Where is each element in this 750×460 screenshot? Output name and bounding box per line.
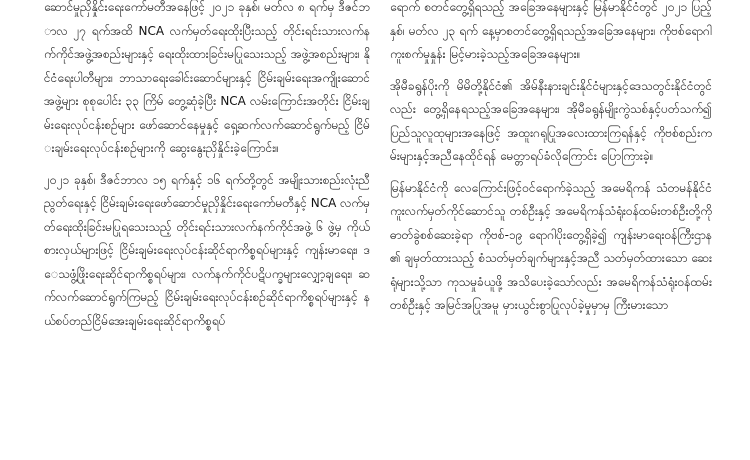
- paragraph-text: ရောက် စတင်တွေ့ရှိရသည့် အခြေအနေများနှင့် မြန်မာနိုင်ငံတွင် ၂၀၂၁ ပြည့်နှစ်၊ မတ်လ ၂၃ ရက် နေ့မှာစတင်တွေ့ရှိရသည့်အခြေအနေများ၊ ကိုဗစ်ရောဂါကူးစက်မှုနှုန်း မြင့်မားခဲ့သည့်အခြေအနေများ။: [390, 0, 712, 61]
- bullet-item-text: ၂၀၂၁ ခုနှစ်၊ ဒီဇင်ဘာလ ၁၅ ရက်နှင့် ၁၆ ရက်တို့တွင် အမျိုးသားစည်းလုံးညီညွတ်ရေးနှင့် ငြိမ်းချမ်းရေးဖော်ဆောင်မှုညှိနှိုင်းရေးကော်မတီနှင့် NCA လက်မှတ်ရေးထိုးခြင်းမပြုရသေးသည့် တိုင်းရင်းသားလက်နက်ကိုင်အဖွဲ့ ၆ ဖွဲ့မှ ကိုယ်စားလှယ်များဖြင့် ငြိမ်းချမ်းရေးလုပ်ငန်းဆိုင်ရာကိစ္စရပ်များနှင့် ကျန်းမာရေး၊ ဒေသဖွံ့ဖြိုးရေးဆိုင်ရာကိစ္စရပ်များ၊ လက်နက်ကိုင်ပဋိပက္ခများလျှော့ချရေး၊ ဆက်လက်ဆောင်ရွက်ကြမည့် ငြိမ်းချမ်းရေးလုပ်ငန်းစဉ်ဆိုင်ရာကိစ္စရပ်များနှင့် နယ်စပ်တည်ငြိမ်အေးချမ်းရေးဆိုင်ရာကိစ္စရပ်: [44, 172, 370, 328]
- bullet-item-text: မြန်မာနိုင်ငံကို လေကြောင်းဖြင့်ဝင်ရောက်ခဲ့သည့် အမေရိကန် သံတမန်နိုင်ငံကူးလက်မှတ်ကိုင်ဆောင်သူ တစ်ဦးနှင့် အမေရိကန်သံရုံးဝန်ထမ်းတစ်ဦးတို့ကို ဓာတ်ခွဲစစ်ဆေးခဲ့ရာ ကိုဗစ်-၁၉ ရောဂါပိုးတွေ့ရှိခဲ့၍ ကျန်းမာရေးဝန်ကြီးဌာန၏ ချမှတ်ထားသည့် စံသတ်မှတ်ချက်များနှင့်အညီ သတ်မှတ်ထားသော ဆေးရုံများသို့သာ ကုသမှုခံယူဖို့ အသိပေးခဲ့သော်လည်း အမေရိကန်သံရုံးဝန်ထမ်းတစ်ဦးနှင့် အမြင်အပြုအမူ မှားယွင်းစွာပြုလုပ်ခဲ့မှုမှာမှ ကြီးမားသော: [390, 180, 712, 312]
- bullet-item-text: အိုမီခရွန်ပိုးကို မိမိတို့နိုင်ငံ၏ အိမ်နီးနားချင်းနိုင်ငံများနှင့်ဒေသတွင်းနိုင်ငံတွင်လည်း တွေ့ရှိနေရသည့်အခြေအနေများ၊ အိုမီခရွန်မျိုးကွဲသစ်နှင့်ပတ်သက်၍ ပြည်သူလူထုများအနေဖြင့် အထူးဂရုပြုအလေးထားကြရန်နှင့် ကိုဗစ်စည်းကမ်းများနှင့်အညီနေထိုင်ရန် မေတ္တာရပ်ခံလိုကြောင်း ပြောကြားခဲ့။: [390, 78, 712, 163]
- left-column: [44, 0, 370, 333]
- right-column: [390, 0, 712, 318]
- paragraph-coordination-meetings: [44, 0, 370, 161]
- bullet-item-embassy-cases: [390, 177, 712, 318]
- paragraph-text: ဆောင်မှုညှိနှိုင်းရေးကော်မတီအနေဖြင့် ၂၀၂၁ ခုနှစ်၊ မတ်လ ၈ ရက်မှ ဒီဇင်ဘာလ ၂၇ ရက်အထိ NCA လက်မှတ်ရေးထိုးပြီးသည့် တိုင်းရင်းသားလက်နက်ကိုင်အဖွဲ့အစည်းများနှင့် ရေးထိုးထားခြင်းမပြုသေးသည့် အဖွဲ့အစည်းများ၊ နိုင်ငံရေးပါတီများ၊ ဘာသာရေးခေါင်းဆောင်များနှင့် ငြိမ်းချမ်းရေးအကျိုးဆောင်အဖွဲ့များ စုစုပေါင်း ၃၃ ကြိမ် တွေ့ဆုံခဲ့ပြီး NCA လမ်းကြောင်းအတိုင်း ငြိမ်းချမ်းရေးလုပ်ငန်းစဉ်များ ဖော်ဆောင်နေမှုနှင့် ရှေ့ဆက်လက်ဆောင်ရွက်မည့် ငြိမ်းချမ်းရေးလုပ်ငန်းစဉ်များကို ဆွေးနွေးညှိနှိုင်းခဲ့ကြောင်း။: [44, 0, 370, 155]
- bullet-item-december-talks: [44, 169, 370, 334]
- paragraph-covid-situation: [390, 0, 712, 67]
- bullet-item-omicron-warning: [390, 75, 712, 169]
